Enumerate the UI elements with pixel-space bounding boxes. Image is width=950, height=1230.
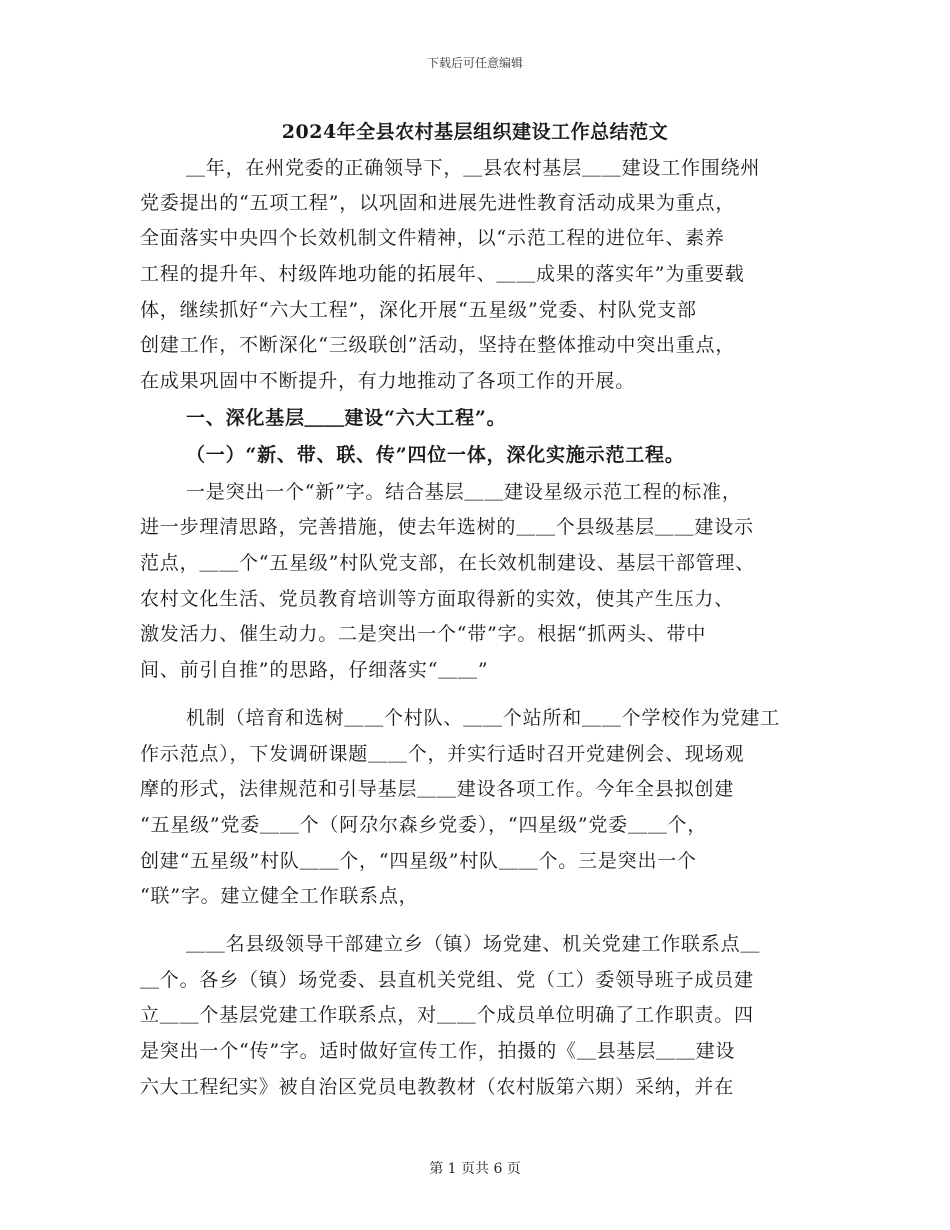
text-line: 党委提出的“五项工程”，以巩固和进展先进性教育活动成果为重点， — [140, 192, 736, 214]
text-line: 体，继续抓好“六大工程”，深化开展“五星级”党委、村队党支部 — [140, 299, 697, 321]
text-line: 机制（培育和选树＿＿个村队、＿＿个站所和＿＿个学校作为党建工 — [186, 707, 781, 729]
text-line: 间、前引自推”的思路，仔细落实“＿＿” — [140, 659, 489, 681]
text-line: 一是突出一个“新”字。结合基层＿＿建设星级示范工程的标准， — [186, 481, 742, 503]
text-line: 进一步理清思路，完善措施，使去年选树的＿＿个县级基层＿＿建设示 — [140, 516, 754, 538]
text-line: 范点，＿＿个“五星级”村队党支部，在长效机制建设、基层干部管理、 — [140, 552, 756, 574]
text-line: 农村文化生活、党员教育培训等方面取得新的实效，使其产生压力、 — [140, 588, 735, 610]
text-line: 作示范点），下发调研课题＿＿个，并实行适时召开党建例会、现场观 — [140, 743, 745, 765]
document-title: 2024年全县农村基层组织建设工作总结范文 — [281, 121, 669, 143]
text-line: 摩的形式，法律规范和引导基层＿＿建设各项工作。今年全县拟创建 — [140, 778, 735, 800]
page-footer: 第 1 页共 6 页 — [429, 1161, 521, 1177]
text-line: 创建“五星级”村队＿＿个，“四星级”村队＿＿个。三是突出一个 — [140, 850, 697, 872]
page-header: 下载后可任意编辑 — [426, 56, 523, 70]
text-line: ＿年，在州党委的正确领导下，＿县农村基层＿＿建设工作围绕州 — [186, 157, 761, 179]
text-line: “五星级”党委＿＿个（阿尕尔森乡党委），“四星级”党委＿＿个， — [140, 814, 708, 836]
text-line: ＿个。各乡（镇）场党委、县直机关党组、党（工）委领导班子成员建 — [140, 969, 754, 991]
text-line: 立＿＿个基层党建工作联系点，对＿＿个成员单位明确了工作职责。四 — [140, 1004, 754, 1026]
text-line: 创建工作，不断深化“三级联创”活动，坚持在整体推动中突出重点， — [140, 334, 736, 356]
text-line: ＿＿名县级领导干部建立乡（镇）场党建、机关党建工作联系点＿ — [186, 933, 761, 955]
text-line: 全面落实中央四个长效机制文件精神，以“示范工程的进位年、素养 — [140, 227, 725, 249]
text-line: “联”字。建立健全工作联系点， — [140, 885, 419, 907]
text-line: 是突出一个“传”字。适时做好宣传工作，拍摄的《＿县基层＿＿建设 — [140, 1040, 736, 1062]
subsection-heading: （一）“新、带、联、传”四位一体，深化实施示范工程。 — [186, 444, 685, 466]
section-heading: 一、深化基层＿＿建设“六大工程”。 — [186, 407, 507, 429]
text-line: 激发活力、催生动力。二是突出一个“带”字。根据“抓两头、带中 — [140, 623, 707, 645]
text-line: 在成果巩固中不断提升，有力地推动了各项工作的开展。 — [140, 370, 636, 392]
text-line: 工程的提升年、村级阵地功能的拓展年、＿＿成果的落实年”为重要载 — [140, 263, 745, 285]
text-line: 六大工程纪实》被自治区党员电教教材（农村版第六期）采纳，并在 — [140, 1076, 735, 1098]
